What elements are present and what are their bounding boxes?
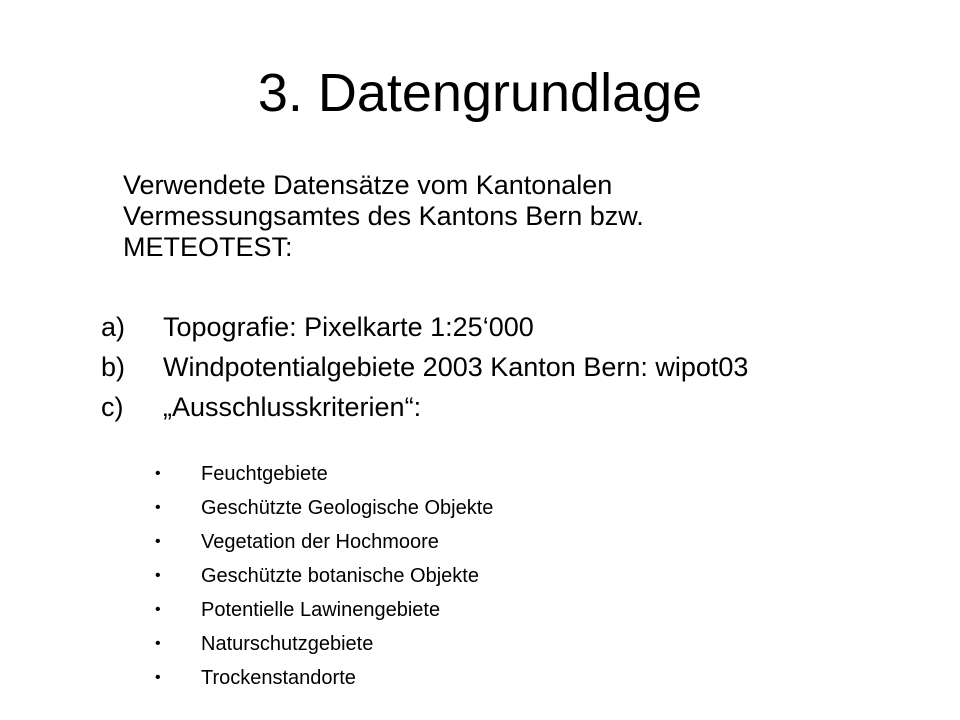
source-item-topografie xyxy=(101,307,748,347)
source-text: Windpotentialgebiete 2003 Kanton Bern: wipot03 xyxy=(163,352,749,382)
list-item xyxy=(155,661,493,695)
list-item xyxy=(155,559,493,593)
list-item xyxy=(155,627,493,661)
criterion-text: Feuchtgebiete xyxy=(201,463,328,485)
list-item xyxy=(155,593,493,627)
list-item xyxy=(155,491,493,525)
criterion-text: Geschützte botanische Objekte xyxy=(201,565,479,587)
criterion-text: Vegetation der Hochmoore xyxy=(201,531,439,553)
criterion-text: Potentielle Lawinengebiete xyxy=(201,599,441,621)
list-marker: a) xyxy=(101,312,126,342)
intro-line: Verwendete Datensätze vom Kantonalen xyxy=(123,170,613,200)
bullet-icon: • xyxy=(155,635,161,652)
list-item xyxy=(155,525,493,559)
source-item-ausschlusskriterien xyxy=(101,387,748,427)
slide-title: 3. Datengrundlage xyxy=(257,63,703,123)
intro-line: METEOTEST: xyxy=(123,232,293,262)
bullet-icon: • xyxy=(155,669,161,686)
criterion-text: Naturschutzgebiete xyxy=(201,633,374,655)
criterion-text: Trockenstandorte xyxy=(201,667,356,689)
list-item xyxy=(155,457,493,491)
bullet-icon: • xyxy=(155,567,161,584)
bullet-icon: • xyxy=(155,499,161,516)
list-marker: c) xyxy=(101,392,124,422)
bullet-icon: • xyxy=(155,601,161,618)
exclusion-criteria-list xyxy=(155,457,493,695)
bullet-icon: • xyxy=(155,533,161,550)
intro-text xyxy=(123,170,823,263)
criterion-text: Geschützte Geologische Objekte xyxy=(201,497,494,519)
intro-line: Vermessungsamtes des Kantons Bern bzw. xyxy=(123,201,644,231)
bullet-icon: • xyxy=(155,465,161,482)
source-item-windpotential xyxy=(101,347,748,387)
source-text: „Ausschlusskriterien“: xyxy=(163,392,422,422)
source-text: Topografie: Pixelkarte 1:25‘000 xyxy=(163,312,534,342)
data-source-list xyxy=(101,307,748,427)
list-marker: b) xyxy=(101,352,126,382)
